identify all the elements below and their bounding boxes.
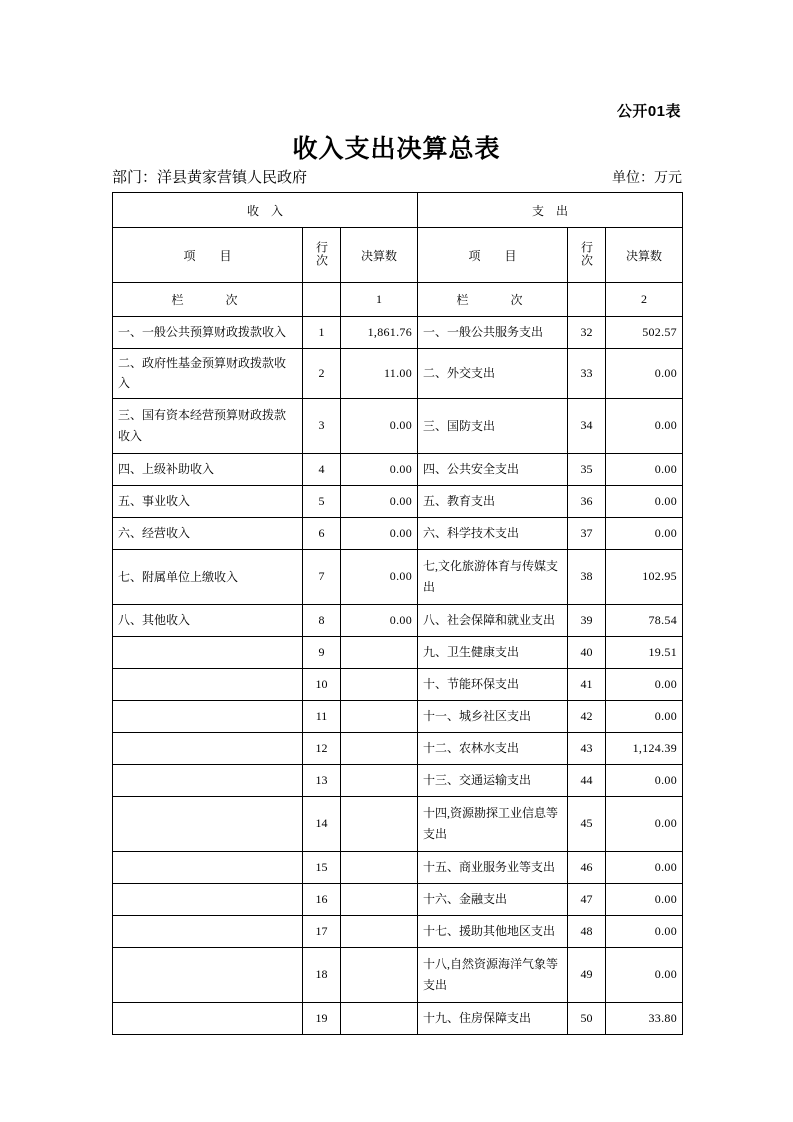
- expense-item-cell: 十、节能环保支出: [418, 668, 568, 700]
- unit-label: 单位：万元: [612, 171, 682, 186]
- expense-amount-cell: 0.00: [606, 349, 683, 399]
- income-item-cell: 八、其他收入: [113, 604, 303, 636]
- income-amount-cell: 11.00: [341, 349, 418, 399]
- expense-rowno-cell: 45: [568, 796, 606, 851]
- income-rowno-cell: 8: [303, 604, 341, 636]
- table-lanci-row: [113, 283, 683, 317]
- income-amount-header: 决算数: [341, 228, 418, 283]
- income-amount-cell: [341, 915, 418, 947]
- income-item-cell: 一、一般公共预算财政拨款收入: [113, 317, 303, 349]
- table-row: [113, 915, 683, 947]
- income-amount-cell: 0.00: [341, 517, 418, 549]
- expense-amount-cell: 0.00: [606, 883, 683, 915]
- expense-item-cell: 十八,自然资源海洋气象等支出: [418, 947, 568, 1002]
- income-item-cell: 六、经营收入: [113, 517, 303, 549]
- expense-item-cell: 六、科学技术支出: [418, 517, 568, 549]
- income-column-number: 1: [341, 283, 418, 317]
- income-item-cell: [113, 947, 303, 1002]
- expense-rowno-cell: 47: [568, 883, 606, 915]
- table-row: [113, 732, 683, 764]
- expense-rowno-cell: 40: [568, 636, 606, 668]
- income-amount-cell: [341, 796, 418, 851]
- income-rowno-cell: 15: [303, 851, 341, 883]
- income-item-cell: 七、附属单位上缴收入: [113, 549, 303, 604]
- expense-rowno-cell: 41: [568, 668, 606, 700]
- income-amount-cell: 0.00: [341, 604, 418, 636]
- expense-item-cell: 十九、住房保障支出: [418, 1002, 568, 1034]
- table-row: [113, 485, 683, 517]
- table-row: [113, 549, 683, 604]
- income-item-cell: 四、上级补助收入: [113, 453, 303, 485]
- expense-item-cell: 十五、商业服务业等支出: [418, 851, 568, 883]
- income-amount-cell: [341, 732, 418, 764]
- table-row: [113, 636, 683, 668]
- expense-amount-cell: 0.00: [606, 668, 683, 700]
- income-rowno-cell: 16: [303, 883, 341, 915]
- table-group-header-row: [113, 193, 683, 228]
- expense-item-cell: 十三、交通运输支出: [418, 764, 568, 796]
- expense-rowno-cell: 44: [568, 764, 606, 796]
- income-item-cell: 三、国有资本经营预算财政拨款收入: [113, 398, 303, 453]
- expense-rowno-cell: 39: [568, 604, 606, 636]
- income-rowno-cell: 18: [303, 947, 341, 1002]
- income-amount-cell: [341, 700, 418, 732]
- table-row: [113, 851, 683, 883]
- expense-item-cell: 十六、金融支出: [418, 883, 568, 915]
- income-item-cell: [113, 700, 303, 732]
- expense-item-header: 项 目: [418, 228, 568, 283]
- expense-amount-cell: 78.54: [606, 604, 683, 636]
- income-item-cell: [113, 764, 303, 796]
- income-rowno-cell: 19: [303, 1002, 341, 1034]
- expense-item-cell: 一、一般公共服务支出: [418, 317, 568, 349]
- expense-rowno-cell: 49: [568, 947, 606, 1002]
- table-column-header-row: [113, 228, 683, 283]
- income-rowno-cell: 2: [303, 349, 341, 399]
- expense-rowno-cell: 50: [568, 1002, 606, 1034]
- income-rowno-cell: 7: [303, 549, 341, 604]
- expense-rowno-cell: 32: [568, 317, 606, 349]
- form-code: 公开01表: [616, 103, 681, 120]
- table-row: [113, 317, 683, 349]
- expense-group-header: 支 出: [418, 193, 683, 228]
- income-amount-cell: 0.00: [341, 398, 418, 453]
- income-rowno-cell: 3: [303, 398, 341, 453]
- income-rowno-cell: 13: [303, 764, 341, 796]
- expense-rowno-cell: 33: [568, 349, 606, 399]
- income-item-header: 项 目: [113, 228, 303, 283]
- income-amount-cell: [341, 668, 418, 700]
- expense-amount-cell: 102.95: [606, 549, 683, 604]
- table-row: [113, 453, 683, 485]
- expense-lanci-label: 栏 次: [418, 283, 568, 317]
- income-rowno-cell: 5: [303, 485, 341, 517]
- income-amount-cell: 0.00: [341, 485, 418, 517]
- income-item-cell: [113, 668, 303, 700]
- expense-item-cell: 二、外交支出: [418, 349, 568, 399]
- table-row: [113, 349, 683, 399]
- income-group-header: 收 入: [113, 193, 418, 228]
- income-amount-cell: 1,861.76: [341, 317, 418, 349]
- expense-item-cell: 八、社会保障和就业支出: [418, 604, 568, 636]
- expense-rowno-cell: 43: [568, 732, 606, 764]
- table-row: [113, 883, 683, 915]
- expense-amount-cell: 0.00: [606, 851, 683, 883]
- income-item-cell: [113, 915, 303, 947]
- table-row: [113, 517, 683, 549]
- income-amount-cell: [341, 1002, 418, 1034]
- expense-item-cell: 十一、城乡社区支出: [418, 700, 568, 732]
- expense-amount-cell: 0.00: [606, 700, 683, 732]
- income-rowno-cell: 10: [303, 668, 341, 700]
- income-amount-cell: [341, 636, 418, 668]
- income-amount-cell: 0.00: [341, 453, 418, 485]
- income-item-cell: [113, 1002, 303, 1034]
- table-row: [113, 604, 683, 636]
- expense-rowno-cell: 42: [568, 700, 606, 732]
- income-item-cell: [113, 883, 303, 915]
- expense-rowno-cell: 48: [568, 915, 606, 947]
- table-row: [113, 398, 683, 453]
- expense-rowno-cell: 34: [568, 398, 606, 453]
- table-row: [113, 947, 683, 1002]
- table-row: [113, 796, 683, 851]
- income-amount-cell: [341, 764, 418, 796]
- income-rowno-cell: 9: [303, 636, 341, 668]
- expense-item-cell: 九、卫生健康支出: [418, 636, 568, 668]
- expense-item-cell: 五、教育支出: [418, 485, 568, 517]
- expense-amount-cell: 0.00: [606, 947, 683, 1002]
- income-rowno-cell: 12: [303, 732, 341, 764]
- income-rowno-cell: 1: [303, 317, 341, 349]
- expense-amount-cell: 0.00: [606, 453, 683, 485]
- table-row: [113, 764, 683, 796]
- income-lanci-label: 栏 次: [113, 283, 303, 317]
- expense-rowno-cell: 35: [568, 453, 606, 485]
- expense-rowno-header: 行次: [568, 228, 606, 283]
- income-rowno-cell: 11: [303, 700, 341, 732]
- income-item-cell: 二、政府性基金预算财政拨款收入: [113, 349, 303, 399]
- table-body: [113, 317, 683, 1035]
- table-row: [113, 1002, 683, 1034]
- page-title: 收入支出决算总表: [292, 136, 501, 163]
- income-amount-cell: 0.00: [341, 549, 418, 604]
- income-rowno-cell: 14: [303, 796, 341, 851]
- expense-lanci-blank: [568, 283, 606, 317]
- expense-item-cell: 四、公共安全支出: [418, 453, 568, 485]
- income-rowno-cell: 6: [303, 517, 341, 549]
- expense-item-cell: 十七、援助其他地区支出: [418, 915, 568, 947]
- expense-amount-cell: 502.57: [606, 317, 683, 349]
- expense-rowno-cell: 37: [568, 517, 606, 549]
- meta-row: [112, 166, 682, 187]
- budget-summary-table: [112, 192, 683, 1035]
- expense-amount-cell: 1,124.39: [606, 732, 683, 764]
- expense-item-cell: 十四,资源勘探工业信息等支出: [418, 796, 568, 851]
- expense-amount-cell: 0.00: [606, 517, 683, 549]
- expense-amount-cell: 0.00: [606, 485, 683, 517]
- expense-rowno-cell: 38: [568, 549, 606, 604]
- income-item-cell: [113, 732, 303, 764]
- income-item-cell: [113, 851, 303, 883]
- expense-amount-header: 决算数: [606, 228, 683, 283]
- income-item-cell: [113, 636, 303, 668]
- expense-item-cell: 三、国防支出: [418, 398, 568, 453]
- income-rowno-header: 行次: [303, 228, 341, 283]
- expense-amount-cell: 0.00: [606, 398, 683, 453]
- expense-item-cell: 七,文化旅游体育与传媒支出: [418, 549, 568, 604]
- income-amount-cell: [341, 883, 418, 915]
- department-label: 部门：洋县黄家营镇人民政府: [112, 170, 308, 186]
- income-item-cell: 五、事业收入: [113, 485, 303, 517]
- expense-amount-cell: 19.51: [606, 636, 683, 668]
- expense-column-number: 2: [606, 283, 683, 317]
- income-lanci-blank: [303, 283, 341, 317]
- income-amount-cell: [341, 947, 418, 1002]
- expense-amount-cell: 0.00: [606, 764, 683, 796]
- income-rowno-cell: 17: [303, 915, 341, 947]
- expense-amount-cell: 0.00: [606, 915, 683, 947]
- expense-amount-cell: 0.00: [606, 796, 683, 851]
- income-item-cell: [113, 796, 303, 851]
- table-row: [113, 668, 683, 700]
- expense-item-cell: 十二、农林水支出: [418, 732, 568, 764]
- expense-amount-cell: 33.80: [606, 1002, 683, 1034]
- table-row: [113, 700, 683, 732]
- income-rowno-cell: 4: [303, 453, 341, 485]
- expense-rowno-cell: 36: [568, 485, 606, 517]
- income-amount-cell: [341, 851, 418, 883]
- expense-rowno-cell: 46: [568, 851, 606, 883]
